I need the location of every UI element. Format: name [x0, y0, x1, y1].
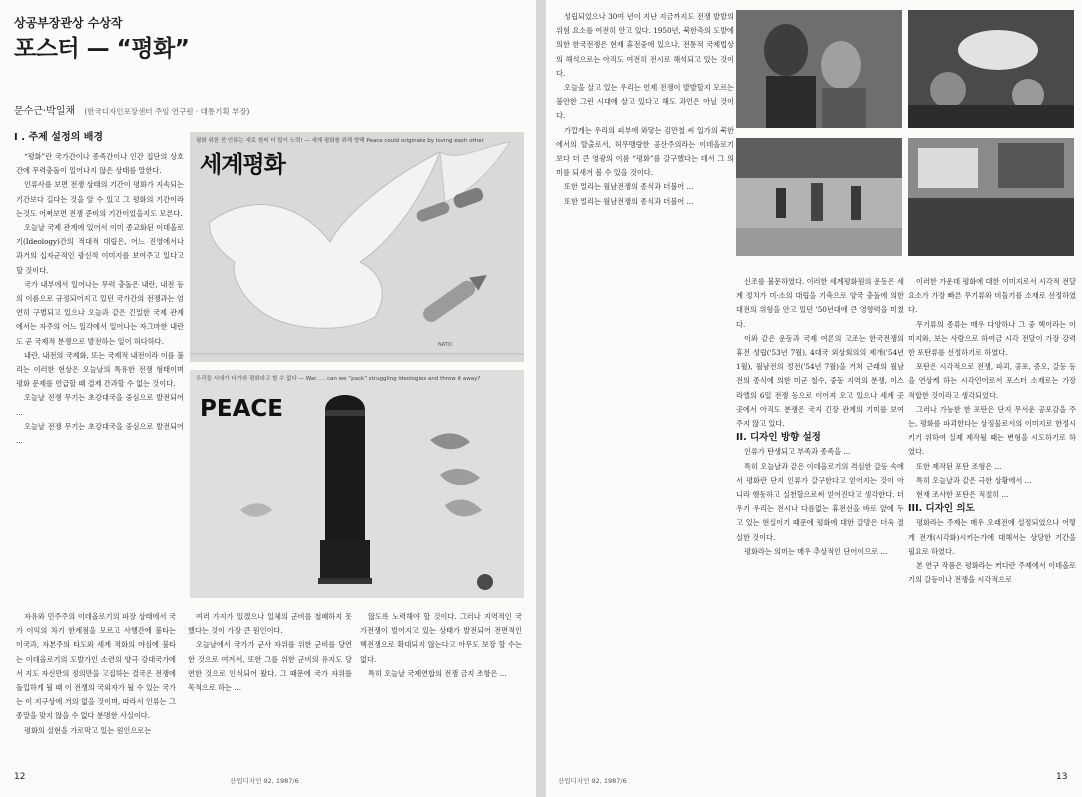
text-column-r1: [556, 10, 734, 760]
photo-crowd-art: [908, 10, 1074, 128]
photo-soldiers-art: [736, 10, 902, 128]
text-column-r2: [736, 275, 904, 765]
page-number: 13: [1056, 772, 1068, 782]
paragraph: 여러 가지가 있겠으나 일체의 군비를 철폐하지 못했다는 것이 가장 큰 원인이다.: [188, 612, 352, 636]
section-heading-2: II. 디자인 방향 설정: [736, 432, 821, 444]
text-column-d: [360, 610, 522, 770]
paragraph: 않도록 노력해야 할 것이다. 그러나 지역적인 국가전쟁이 벌어지고 있는 상태가 발전되어 전면적인 핵전쟁으로 확대되지 않는다고 아무도 보장 할 수는 없다.: [360, 612, 522, 664]
paragraph: 평화라는 의미는 매우 추상적인 단어이므로 ...: [744, 546, 888, 556]
poster-world-peace: [190, 132, 524, 362]
paragraph: 오늘날 전쟁 무기는 초강대국을 중심으로 발전되어 ...: [16, 421, 184, 446]
paragraph: 자유와 민주주의 이데올로기의 파장 상태에서 국가 이익의 차기 한계점을 모르고 사행간에 불타는 이국과, 자본주의 타도와 세계 적화의 야심에 불타는 이데올로기의 도발가인 소련의 양극 강대국가에서 지도 자신만의 정의만을 고집하는 결국은 전쟁에 돌입하게 될 때 이 전쟁의 국외자가 될 수 있는 국가는 이 지구상에 거의 없을 것이며, 따라서 인류는 그 종말을 맞지 않을 수 없다 분명한 사실이다.: [16, 612, 176, 721]
page-footer: 산업디자인 92, 1987/6: [558, 777, 627, 785]
paragraph: 그러나 가능한 한 포탄은 단지 무서운 공포감을 주는, 평화를 파괴한다는 상징물로서의 이미지로 한정시키기 위하여 실제 제작될 때는 변형을 시도하기로 하였다.: [908, 404, 1076, 457]
paragraph: 가깝게는 우리의 피부에 와닿는 김만철 씨 일가의 북한에서의 탈출로서, 허무맹랑한 공산주의라는 이데올로기보다 더 큰 영광의 이름 “평화”를 갈구했다는 데서 그 의미를 되새겨 볼 수 있을 것이다.: [556, 125, 734, 178]
text-column-r3: [908, 275, 1076, 765]
paragraph: “평화”란 국가간이나 종족간이나 인간 집단의 상호간에 무력충돌이 일어나지 않은 상태를 말한다.: [16, 152, 184, 176]
paragraph: 또한 멀리는 월남전쟁의 종식과 더불어 ...: [564, 182, 694, 192]
page-number: 12: [14, 772, 26, 782]
book-spine: [536, 0, 546, 797]
poster-small-label: NATO: [438, 342, 452, 348]
article-authors: [14, 102, 249, 117]
page-footer: 산업디자인 92, 1987/6: [230, 777, 299, 785]
paragraph: 신조를 불문하였다. 이러한 세계평화원의 운동은 세계 정치가 미·소의 대립을 기축으로 양국 충돌에 의한 대전의 위험을 안고 있던 '50년대에 큰 영향력을 미쳤다.: [736, 277, 904, 329]
left-page: [0, 0, 536, 797]
paragraph: 오늘날에서 국가가 군사 자위를 위한 군비를 당연한 것으로 여겨서, 또한 그를 위한 군비의 유지도 당연한 것으로 인식되어 왔다. 그 때문에 국가 자위를 목적으로 하는 ...: [188, 640, 352, 693]
author-affiliation: (한국디자인포장센터 주임 연구원 · 대통기획 부장): [84, 107, 250, 116]
photo-children-art: [736, 138, 902, 256]
section-heading-3: III. 디자인 의도: [908, 503, 975, 515]
article-title: 포스터 — “평화”: [14, 36, 190, 62]
paragraph: 또한 제작된 포탄 조형은 ...: [916, 461, 1002, 471]
photo-children-running: [736, 138, 902, 256]
poster-topline: 평화 위한 전 인류는 새로 힘써 더 많이 노력! — 세계 평화를 위해 향해 Peace could originate by loving each other: [196, 138, 484, 144]
paragraph: 오늘날 전쟁 무기는 초강대국을 중심으로 발전되어 ...: [16, 393, 184, 417]
paragraph: 이와 같은 운동과 국제 여론의 고조는 한국전쟁의 휴전 성립('53년 7월), 4대국 외상회의의 제개('54년 1월), 월남전의 정전('54년 7월)을 거쳐 근래의 월남전의 종식에 의한 미군 철수, 중동 지역의 분쟁, 이스라엘의 6일 전쟁 등으로 이어져 오고 있으나 세계 곳곳에서 아직도 분쟁은 국지 긴장 관계의 기미를 보여주지 않고 있다.: [736, 333, 904, 429]
paragraph: 특히 오늘날 국제연합의 전쟁 금지 조항은 ...: [368, 668, 507, 678]
photo-crowd-celebration: [908, 10, 1074, 128]
text-column-a: [16, 150, 184, 612]
paragraph: 특히 오늘날과 같은 극한 상황에서 ...: [916, 475, 1032, 485]
paragraph: 성립되었으나 30여 년이 지난 지금까지도 전쟁 발발의 위험 요소를 여전히 안고 있다. 1950년, 북한측의 도발에 의한 한국전쟁은 현재 휴전중에 있으나, 전통적 국제법상의 해석으로는 아직도 여전히 전시로 해석되고 있는 것이다.: [556, 12, 734, 78]
paragraph: 특히 오늘날과 같은 이데올로기의 격심한 갈등 속에서 평화란 단지 인류가 갈구한다고 얻어지는 것이 아니라 행동하고 실천할으로써 얻어진다고 생각한다. 더우기 우리는 전시나 다름없는 휴전선을 바로 앞에 두고 있는 현실이기 때문에 평화에 대한 갈망은 더욱 절실한 것이다.: [736, 461, 904, 542]
paragraph: 인류가 탄생되고 부족과 종족을 ...: [744, 447, 851, 457]
paragraph: 무기류의 종류는 매우 다양하나 그 중 핵이라는 이미지와, 보는 사람으로 하여금 시각 전달이 가장 강력한 포탄류를 선정하기로 하였다.: [908, 319, 1076, 358]
poster-topline: 우리들 시대가 다가와 평화라고 할 수 없다 — War .... can we “pack” struggling ideologies and throw it away?: [196, 376, 481, 382]
author-names: 문수근·박일채: [14, 106, 76, 117]
paragraph: 이러한 가운데 평화에 대한 이미지로서 시각적 전달 요소가 가장 빠른 무기류와 비둘기를 소재로 선정하였다.: [908, 277, 1076, 315]
paragraph: 포탄은 시각적으로 전쟁, 파괴, 공포, 증오, 갈등 등을 연상케 하는 시각언어로서 포스터 소재로는 가장 적합한 것이라고 생각되었다.: [908, 362, 1076, 400]
paragraph: 평화라는 주제는 매우 오래전에 설정되었으나 어떻게 전개(시각화)시키는가에 대해서는 상당한 기간을 필요로 하였다.: [908, 518, 1076, 556]
paragraph: 오늘날 국제 관계에 있어서 이미 종교화된 이데올로기(Ideology)간의 적대적 대립은, 어느 진영에서나 과거의 십자군적인 광신적 이미지를 보여주고 있다고 할 것이다.: [16, 223, 184, 275]
text-column-b: [16, 610, 176, 770]
text-column-c: [188, 610, 352, 770]
paragraph: 인류사를 보면 전쟁 상태의 기간이 평화가 지속되는 기간보다 길다는 것을 알 수 있고 그 평화의 기간이라는것도 어쩌보면 전쟁 준비의 기간이었을지도 모른다.: [16, 180, 184, 218]
paragraph: 또한 멀리는 월남전쟁의 종식과 더불어 ...: [564, 196, 694, 206]
poster-headline: 세계평화: [200, 152, 285, 178]
poster-peace: [190, 370, 524, 598]
photo-flag-crowd: [908, 138, 1074, 256]
paragraph: 국가 내부에서 일어나는 무력 충돌은 내란, 내전 등의 이름으로 규정되어지고 있던 국가간의 전쟁과는 엄연히 구별되고 있으나 오늘과 같은 긴밀한 국제 관계에서는 자주의 어느 일각에서 일어나는 자그마한 내란도 곧 국제적 분쟁으로 발전하는 일이 허다하다.: [16, 279, 184, 346]
paragraph: 평화의 실현을 가로막고 있는 원인으로는: [24, 725, 152, 735]
paragraph: 오늘을 살고 있는 우리는 언제 전쟁이 발발할지 모르는 불안한 그런 시대에 살고 있다고 해도 과언은 아닐 것이다.: [556, 83, 734, 121]
paragraph: 현재 조사한 포탄은 적절히 ...: [916, 490, 1009, 500]
section-heading-1: I . 주제 설정의 배경: [14, 132, 104, 143]
award-kicker: 상공부장관상 수상작: [14, 16, 123, 30]
photo-flag-art: [908, 138, 1074, 256]
paragraph: 본 연구 작품은 평화라는 커다란 주제에서 이데올로기의 갈등이나 전쟁을 시각적으로: [908, 561, 1076, 585]
poster-headline: PEACE: [200, 396, 283, 422]
photo-soldiers: [736, 10, 902, 128]
right-page: [546, 0, 1082, 797]
paragraph: 내란, 내전의 국제화, 또는 국제적 내전이라 이를 불리는 이러한 현상은 오늘날의 특유한 전쟁 형태이며 평화 문제를 언급할 때 결제 간과할 수 없는 것이다.: [16, 350, 184, 389]
